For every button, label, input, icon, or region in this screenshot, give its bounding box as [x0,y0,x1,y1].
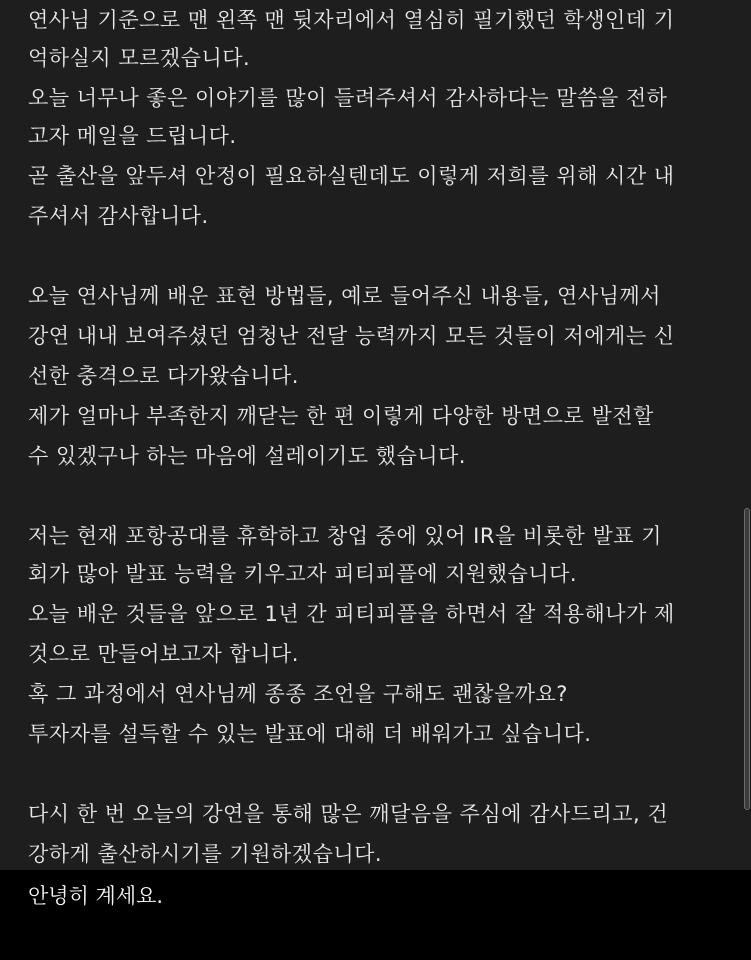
scrollbar-thumb[interactable] [744,508,750,810]
message-line: 연사님 기준으로 맨 왼쪽 맨 뒷자리에서 열심히 필기했던 학생인데 기 [28,8,675,32]
message-line: 다시 한 번 오늘의 강연을 통해 많은 깨달음을 주심에 감사드리고, 건 [28,802,669,826]
message-line: 선한 충격으로 다가왔습니다. [28,364,299,388]
message-line: 것으로 만들어보고자 합니다. [28,642,299,666]
message-line: 고자 메일을 드립니다. [28,124,237,148]
message-line: 오늘 연사님께 배운 표현 방법들, 예로 들어주신 내용들, 연사님께서 [28,284,661,308]
message-line: 저는 현재 포항공대를 휴학하고 창업 중에 있어 IR을 비롯한 발표 기 [28,524,662,548]
message-line: 오늘 너무나 좋은 이야기를 많이 들려주셔서 감사하다는 말씀을 전하 [28,86,668,110]
message-line: 수 있겠구나 하는 마음에 설레이기도 했습니다. [28,444,466,468]
message-line: 투자자를 설득할 수 있는 발표에 대해 더 배워가고 싶습니다. [28,722,592,746]
message-line: 곧 출산을 앞두셔 안정이 필요하실텐데도 이렇게 저희를 위해 시간 내 [28,164,675,188]
message-line: 제가 얼마나 부족한지 깨닫는 한 편 이렇게 다양한 방면으로 발전할 [28,404,654,428]
message-line: 주셔서 감사합니다. [28,204,209,228]
message-line: 강하게 출산하시기를 기원하겠습니다. [28,842,383,866]
signoff-text: 안녕히 계세요. [28,884,164,908]
message-line: 오늘 배운 것들을 앞으로 1년 간 피티피플을 하면서 잘 적용해나가 제 [28,602,675,626]
scrollbar[interactable] [741,508,751,810]
message-line: 억하실지 모르겠습니다. [28,46,251,70]
message-line: 강연 내내 보여주셨던 엄청난 전달 능력까지 모든 것들이 저에게는 신 [28,324,675,348]
message-line: 회가 많아 발표 능력을 키우고자 피티피플에 지원했습니다. [28,562,578,586]
message-line: 혹 그 과정에서 연사님께 종종 조언을 구해도 괜찮을까요? [28,682,568,706]
